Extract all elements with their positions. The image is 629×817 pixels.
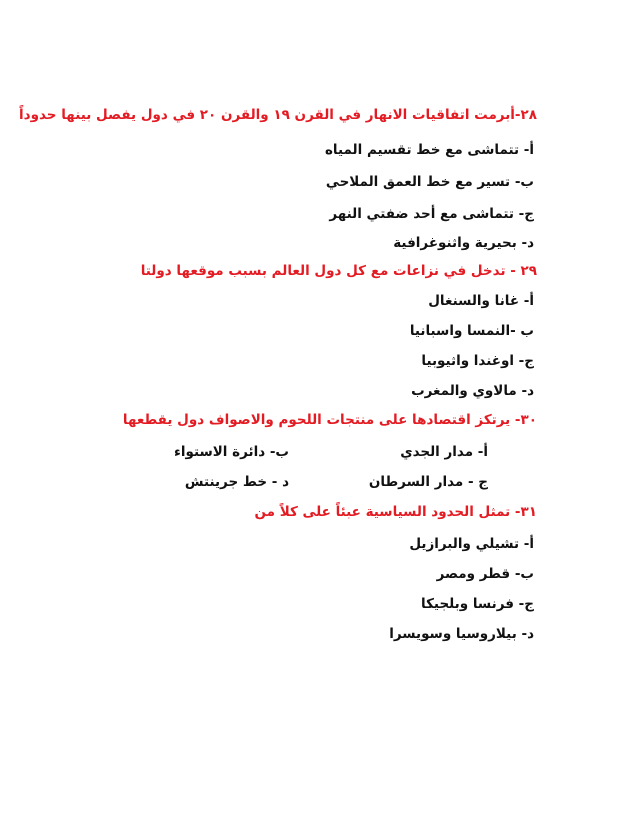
- question-31-option-d: د- بيلاروسيا وسويسرا: [389, 626, 534, 642]
- question-30-option-c: ج - مدار السرطان: [368, 474, 488, 490]
- question-28-option-b: ب- تسير مع خط العمق الملاحي: [325, 174, 534, 190]
- question-30-option-a: أ- مدار الجدي: [400, 444, 488, 460]
- question-30-option-b: ب- دائرة الاستواء: [173, 444, 289, 460]
- question-29-option-b: ب -النمسا واسبانيا: [409, 323, 534, 339]
- question-31-option-b: ب- قطر ومصر: [436, 566, 534, 582]
- question-31-option-c: ج- فرنسا وبلجيكا: [421, 596, 534, 612]
- question-29: ٢٩ - تدخل في نزاعات مع كل دول العالم بسبب موقعها دولتا: [140, 263, 537, 279]
- question-29-option-a: أ- غانا والسنغال: [428, 293, 534, 309]
- question-30: ٣٠- يرتكز اقتصادها على منتجات اللحوم والاصواف دول يقطعها: [122, 412, 537, 428]
- question-31: ٣١- تمثل الحدود السياسية عبئاً على كلاً من: [254, 504, 537, 520]
- question-28-option-a: أ- تتماشى مع خط تقسيم المياه: [324, 142, 534, 158]
- question-28-option-c: ج- تتماشى مع أحد ضفتي النهر: [329, 206, 534, 222]
- question-28: ٢٨-أبرمت اتفاقيات الانهار في القرن ١٩ والقرن ٢٠ في دول يفصل بينها حدوداً: [19, 107, 537, 123]
- question-30-option-d: د - خط جرينتش: [184, 474, 289, 490]
- question-31-option-a: أ- تشيلي والبرازيل: [409, 536, 534, 552]
- question-28-option-d: د- بحيرية واثنوغرافية: [393, 235, 534, 251]
- question-29-option-d: د- مالاوي والمغرب: [411, 383, 534, 399]
- question-29-option-c: ج- اوغندا واثيوبيا: [421, 353, 534, 369]
